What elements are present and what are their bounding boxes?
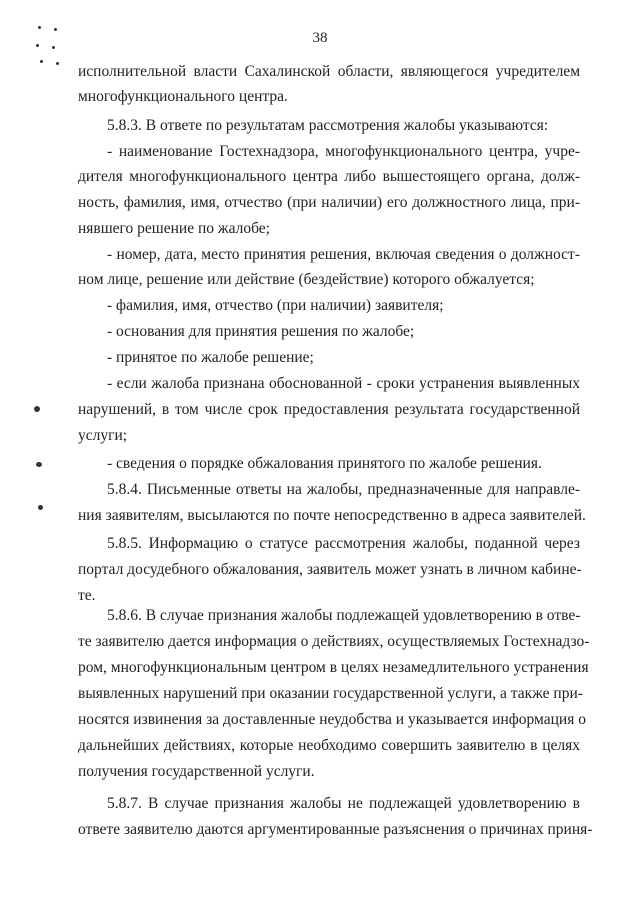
scan-speck	[34, 406, 40, 412]
text-line: - фамилия, имя, отчество (при наличии) заявителя;	[107, 297, 444, 314]
text-line: те.	[78, 587, 96, 604]
text-line: - принятое по жалобе решение;	[107, 349, 314, 366]
scan-speck	[38, 505, 43, 510]
text-line: нарушений, в том числе срок предоставления результата государственной	[78, 401, 580, 418]
text-line: ность, фамилия, имя, отчество (при наличии) его должностного лица, при-	[78, 194, 580, 211]
text-line: 5.8.5. Информацию о статусе рассмотрения жалобы, поданной через	[107, 535, 580, 552]
text-line: портал досудебного обжалования, заявитель может узнать в личном кабине-	[78, 561, 582, 578]
text-line: - номер, дата, место принятия решения, включая сведения о должност-	[107, 246, 580, 263]
text-line: получения государственной услуги.	[78, 763, 315, 780]
text-line: ном лице, решение или действие (бездействие) которого обжалуется;	[78, 271, 535, 288]
text-line: выявленных нарушений при оказании государственной услуги, а также при-	[78, 685, 583, 702]
text-line: ния заявителям, высылаются по почте непосредственно в адреса заявителей.	[78, 507, 586, 524]
scan-speck	[56, 62, 59, 65]
text-line: 5.8.7. В случае признания жалобы не подлежащей удовлетворению в	[107, 795, 580, 812]
text-line: дальнейших действиях, которые необходимо совершить заявителю в целях	[78, 737, 580, 754]
page-number: 38	[312, 30, 328, 46]
text-line: те заявителю дается информация о действиях, осуществляемых Гостехнадзо-	[78, 633, 590, 650]
text-line: многофункционального центра.	[78, 88, 288, 105]
text-line: 5.8.3. В ответе по результатам рассмотрения жалобы указываются:	[107, 117, 549, 134]
text-line: услуги;	[78, 427, 128, 444]
text-line: ответе заявителю даются аргументированные разъяснения о причинах приня-	[78, 821, 593, 838]
text-line: 5.8.6. В случае признания жалобы подлежащей удовлетворению в отве-	[107, 607, 581, 624]
text-line: исполнительной власти Сахалинской области, являющегося учредителем	[78, 63, 580, 80]
text-line: нявшего решение по жалобе;	[78, 220, 270, 237]
text-line: - наименование Гостехнадзора, многофункционального центра, учре-	[107, 143, 580, 160]
text-line: - если жалоба признана обоснованной - сроки устранения выявленных	[107, 375, 580, 392]
text-line: - сведения о порядке обжалования принятого по жалобе решения.	[107, 455, 542, 472]
text-line: - основания для принятия решения по жалобе;	[107, 323, 415, 340]
text-line: ром, многофункциональным центром в целях незамедлительного устранения	[78, 659, 589, 676]
scan-speck	[36, 462, 42, 467]
text-line: дителя многофункционального центра либо вышестоящего органа, долж-	[78, 168, 580, 185]
text-line: 5.8.4. Письменные ответы на жалобы, предназначенные для направле-	[107, 481, 580, 498]
text-line: носятся извинения за доставленные неудобства и указывается информация о	[78, 711, 586, 728]
scan-speck	[40, 60, 43, 63]
scan-speck	[38, 26, 41, 29]
scan-speck	[36, 44, 39, 47]
scan-speck	[52, 46, 55, 49]
scan-speck	[54, 28, 57, 31]
